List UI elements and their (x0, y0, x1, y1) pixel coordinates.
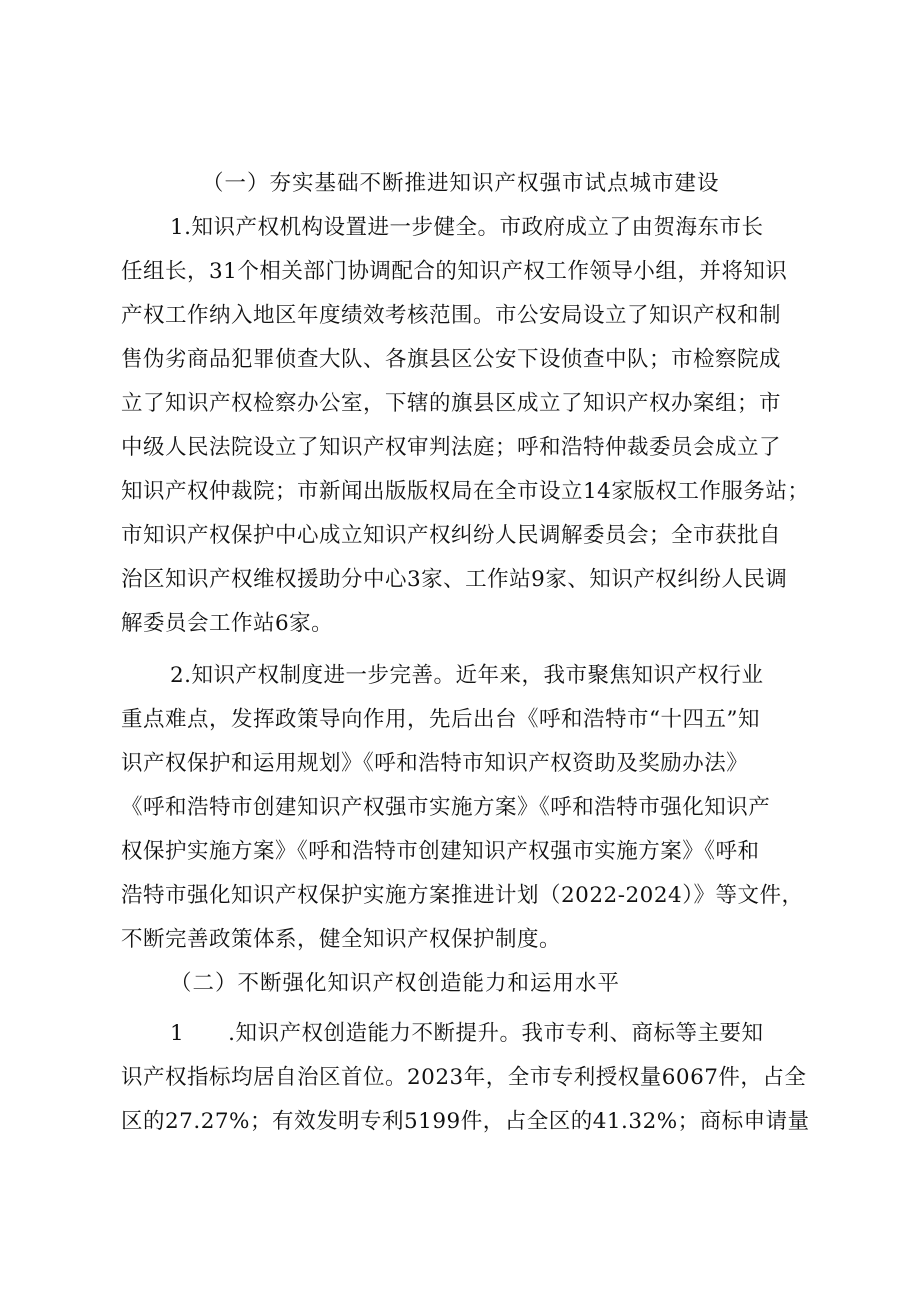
paragraph-line: 立了知识产权检察办公室，下辖的旗县区成立了知识产权办案组；市 (121, 391, 782, 416)
paragraph-line: 1 .知识产权创造能力不断提升。我市专利、商标等主要知 (170, 1021, 764, 1046)
paragraph-line: 权保护实施方案》《呼和浩特市创建知识产权强市实施方案》《呼和 (121, 839, 760, 864)
paragraph-line: 不断完善政策体系，健全知识产权保护制度。 (121, 927, 562, 952)
section-2-heading: （二）不断强化知识产权创造能力和运用水平 (170, 971, 621, 996)
paragraph-line: 浩特市强化知识产权保护实施方案推进计划（2022-2024）》等文件， (121, 883, 804, 908)
paragraph-line: 《呼和浩特市创建知识产权强市实施方案》《呼和浩特市强化知识产 (121, 795, 771, 820)
paragraph-line: 市知识产权保护中心成立知识产权纠纷人民调解委员会；全市获批自 (121, 523, 782, 548)
paragraph-line: 产权工作纳入地区年度绩效考核范围。市公安局设立了知识产权和制 (121, 303, 782, 328)
paragraph-line: 识产权指标均居自治区首位。2023年，全市专利授权量6067件，占全 (121, 1065, 807, 1090)
paragraph-line: 知识产权仲裁院；市新闻出版版权局在全市设立14家版权工作服务站； (121, 479, 810, 504)
paragraph-line: 中级人民法院设立了知识产权审判法庭；呼和浩特仲裁委员会成立了 (121, 435, 782, 460)
paragraph-line: 2.知识产权制度进一步完善。近年来，我市聚焦知识产权行业 (170, 663, 764, 688)
section-1-heading: （一）夯实基础不断推进知识产权强市试点城市建设 (202, 171, 720, 196)
paragraph-line: 区的27.27%；有效发明专利5199件，占全区的41.32%；商标申请量 (121, 1109, 810, 1134)
paragraph-line: 重点难点，发挥政策导向作用，先后出台《呼和浩特市“十四五”知 (121, 707, 760, 732)
paragraph-line: 识产权保护和运用规划》《呼和浩特市知识产权资助及奖励办法》 (121, 751, 749, 776)
paragraph-line: 售伪劣商品犯罪侦查大队、各旗县区公安下设侦查中队；市检察院成 (121, 347, 782, 372)
paragraph-line: 任组长，31个相关部门协调配合的知识产权工作领导小组，并将知识 (121, 259, 788, 284)
paragraph-line: 解委员会工作站6家。 (121, 611, 334, 636)
paragraph-line: 治区知识产权维权援助分中心3家、工作站9家、知识产权纠纷人民调 (121, 567, 788, 592)
paragraph-line: 1.知识产权机构设置进一步健全。市政府成立了由贺海东市长 (170, 215, 764, 240)
